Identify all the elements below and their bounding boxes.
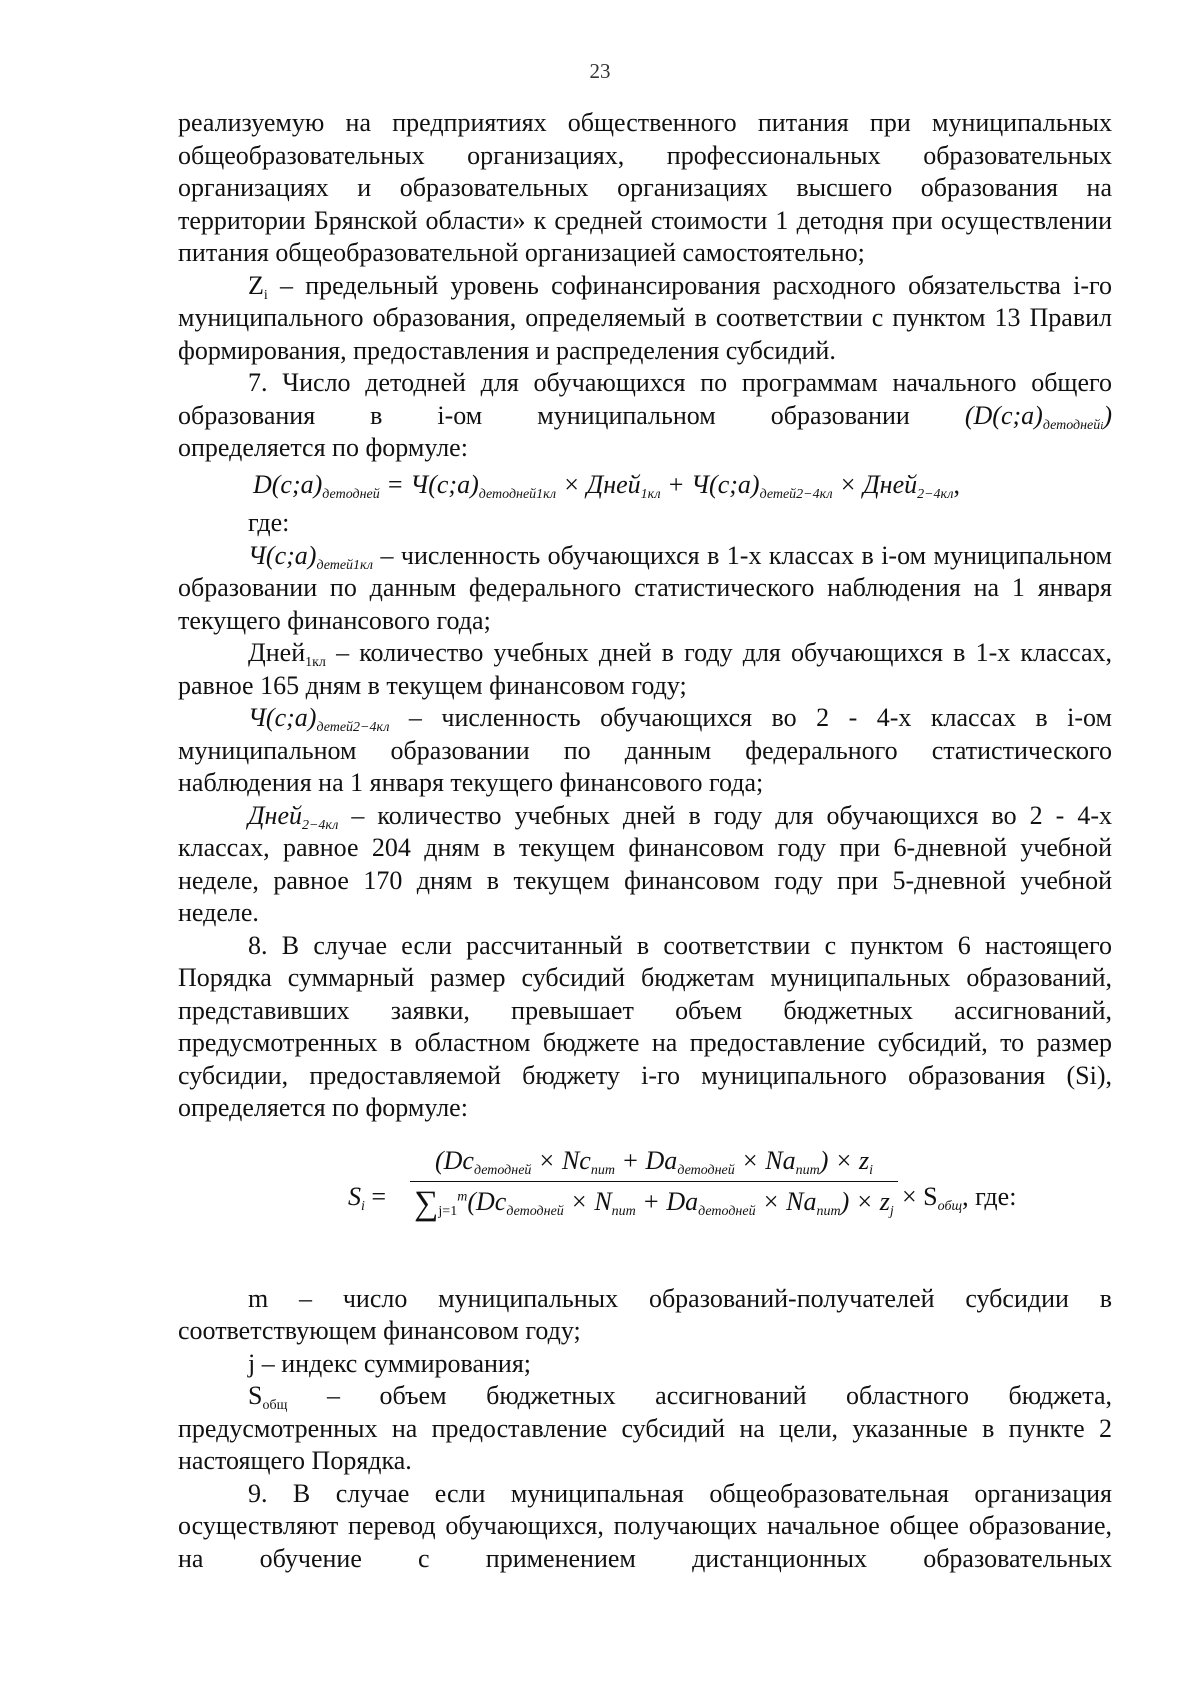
page-number: 23: [589, 59, 611, 83]
definition-s-total: $S_{общ}$ – объем бюджетных ассигнований областного бюджета, предусмотренных на предоставление субсидий на цели, указанные в пункте 2 настоящего Порядка.: [178, 1381, 1112, 1475]
definition-j: j – индекс суммирования;: [248, 1348, 532, 1378]
definition-m: m – число муниципальных образований-получателей субсидии в соответствующем финансовом году;: [178, 1283, 1112, 1345]
zi-definition: – предельный уровень софинансирования расходного обязательства i-го муниципального образования, определяемый в соответствии с пунктом 13 Правил формирования, предоставления и распределения субсидий.: [178, 270, 1112, 365]
sum-sign: ∑: [414, 1185, 439, 1223]
p7-inline-formula: $(D(c;a)_{детоднейi})$: [964, 400, 1112, 433]
formula-denominator: $\sum_{j=1}^m(Dc_{детодней} \times N_{пит} + Da_{детодней} \times Na_{пит}) \times z_j$: [414, 1185, 894, 1223]
document-body: [178, 107, 1112, 1575]
formula-subsidy: [178, 1145, 1112, 1257]
formula-numerator: $(Dc_{детодней} \times Nc_{пит} + Da_{детодней} \times Na_{пит}) \times z_i$: [434, 1145, 873, 1178]
formula-detodni: $D(c;a)_{детодней}$ = $Ч(c;a)_{детодней1кл}$ × Дней$_{1кл}$ + $Ч(c;a)_{детей2-4кл}$ × Дней$_{2-4кл}$,: [253, 469, 960, 502]
p7-tail: определяется по формуле:: [178, 433, 468, 462]
where-label: где:: [248, 508, 290, 537]
zi-subscript: i: [263, 287, 268, 303]
paragraph-7: [178, 367, 1112, 432]
paragraph-9: 9. В случае если муниципальная общеобразовательная организация осуществляют перевод обучающихся, получающих начальное общее образование, на обучение с применением дистанционных образовательных: [178, 1478, 1112, 1573]
zi-symbol: Z: [248, 270, 264, 300]
paragraph-zi: [178, 270, 1112, 368]
formula-fraction: [410, 1145, 898, 1221]
paragraph-intro: реализуемую на предприятиях общественного питания при муниципальных общеобразовательных организациях, профессиональных образовательных организациях и образовательных организациях высшего образования на территории Брянской области» к средней стоимости 1 детодня при осуществлении питания общеобразовательной организацией самостоятельно;: [178, 108, 1112, 267]
formula-rhs: × $S_{общ}$, где:: [902, 1181, 1017, 1214]
formula-lhs: $S_i$ =: [348, 1181, 387, 1214]
p7-text: 7. Число детодней для обучающихся по программам начального общего образования в i-ом муниципальном образовании: [178, 368, 1112, 430]
paragraph-8: 8. В случае если рассчитанный в соответствии с пунктом 6 настоящего Порядка суммарный размер субсидий бюджетам муниципальных образований, представивших заявки, превышает объем бюджетных ассигнований, предусмотренных в областном бюджете на предоставление субсидий, то размер субсидии, предоставляемой бюджету i-го муниципального образования (Si), определяется по формуле:: [178, 930, 1112, 1122]
definition-children-1: $Ч(c;a)_{детей1кл}$ – численность обучающихся в 1-х классах в i-ом муниципальном образовании по данным федерального статистического наблюдения на 1 января текущего финансового года;: [178, 540, 1112, 635]
definition-days-1: Дней$_{1кл}$ – количество учебных дней в году для обучающихся в 1-х классах, равное 165 дням в текущем финансовом году;: [178, 638, 1112, 700]
definition-children-2-4: $Ч(c;a)_{детей2-4кл}$ – численность обучающихся во 2 - 4-х классах в i-ом муниципальном образовании по данным федерального статистического наблюдения на 1 января текущего финансового года;: [178, 703, 1112, 797]
definition-days-2-4: Дней$_{2-4кл}$ – количество учебных дней в году для обучающихся во 2 - 4-х классах, равное 204 дням в текущем финансовом году при 6-дневной учебной неделе, равное 170 дням в текущем финансовом году при 5-дневной учебной неделе.: [178, 800, 1112, 927]
